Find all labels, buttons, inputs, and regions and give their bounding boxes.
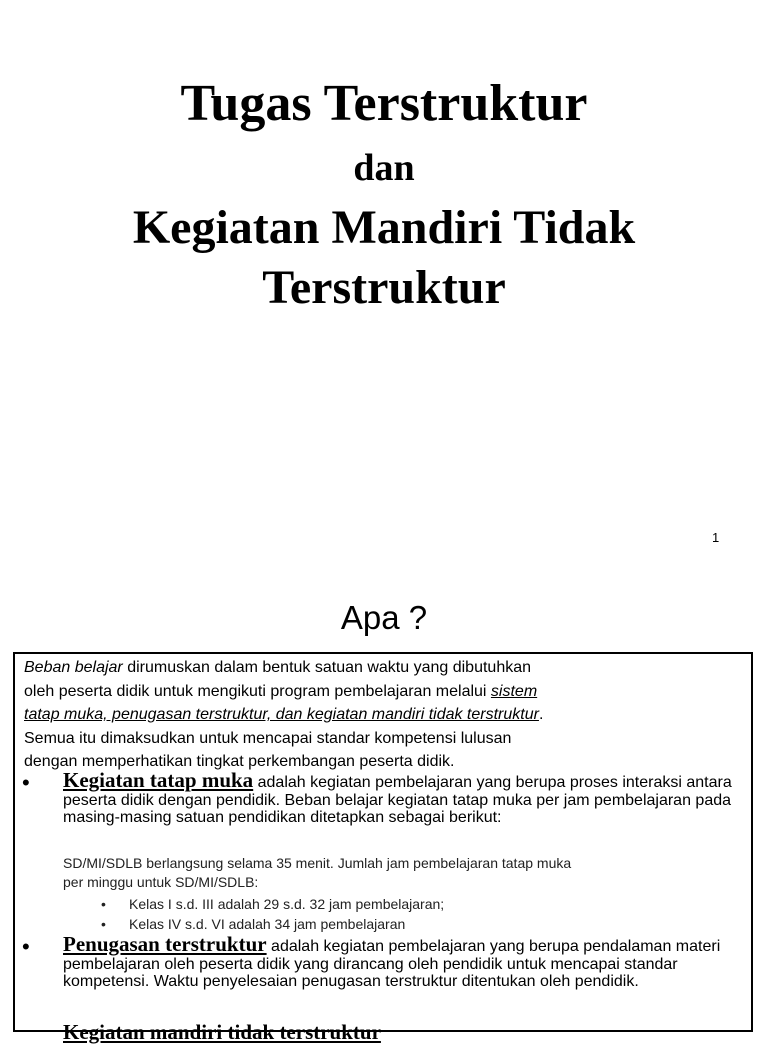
intro-line-3: [24, 703, 744, 727]
title-line-3: Kegiatan Mandiri Tidak: [132, 201, 636, 254]
content-box: [13, 652, 753, 1044]
bullet-marker: •: [22, 934, 30, 959]
bullet-tatap-muka-heading: Kegiatan tatap muka: [63, 768, 254, 792]
bullet-penugasan-body: adalah kegiatan pembelajaran yang berupa pendalaman materi pembelajaran oleh peserta didik yang dirancang oleh pendidik untuk mencapai standar kompetensi. Waktu penyelesaian penugasan terstruktur ditentukan oleh pendidik.: [63, 938, 721, 990]
bullet-tatap-muka-text: [63, 768, 747, 827]
sub-item-kelas-1-3: Kelas I s.d. III adalah 29 s.d. 32 jam pembelajaran;: [129, 896, 445, 912]
intro-line-1-text: dirumuskan dalam bentuk satuan waktu yang dibutuhkan: [122, 659, 532, 676]
intro-line-3-end: .: [538, 706, 544, 723]
intro-line-2: [24, 680, 744, 704]
bullet-penugasan-text: [63, 932, 747, 991]
intro-line-5: dengan memperhatikan tingkat perkembangan peserta didik.: [24, 753, 455, 770]
bullet-mandiri-heading-partial: Kegiatan mandiri tidak terstruktur: [63, 1020, 381, 1044]
bullet-tatap-muka-body: adalah kegiatan pembelajaran yang berupa proses interaksi antara peserta didik dengan pendidik. Beban belajar kegiatan tatap muka per jam pembelajaran pada masing-masing satuan pendidikan ditetapkan sebagai berikut:: [63, 774, 732, 826]
title-line-2: dan: [353, 147, 415, 189]
tatap-muka-note: [63, 854, 743, 892]
tatap-muka-note-line-1: SD/MI/SDLB berlangsung selama 35 menit. Jumlah jam pembelajaran tatap muka: [63, 855, 572, 871]
bullet-marker: •: [22, 770, 30, 795]
sub-item-kelas-4-6: Kelas IV s.d. VI adalah 34 jam pembelajaran: [129, 916, 406, 932]
intro-line-2-text: oleh peserta didik untuk mengikuti program pembelajaran melalui: [24, 682, 491, 700]
tatap-muka-note-line-2: per minggu untuk SD/MI/SDLB:: [63, 874, 259, 890]
page-number: 1: [712, 530, 720, 545]
slide-2-title: Apa ?: [340, 599, 428, 636]
bullet-penugasan-heading: Penugasan terstruktur: [63, 932, 267, 956]
title-line-1: Tugas Terstruktur: [180, 75, 588, 132]
intro-line-2-emphasis: sistem: [490, 682, 538, 700]
intro-paragraph: [24, 656, 744, 774]
intro-line-4: Semua itu dimaksudkan untuk mencapai standar kompetensi lulusan: [24, 729, 512, 747]
sub-bullet-marker: •: [101, 896, 106, 912]
beban-belajar-term: Beban belajar: [24, 659, 123, 676]
title-line-4: Terstruktur: [262, 261, 506, 314]
intro-line-1: [24, 656, 744, 680]
intro-line-3-emphasis: tatap muka, penugasan terstruktur, dan kegiatan mandiri tidak terstruktur: [24, 706, 539, 723]
sub-bullet-marker: •: [101, 916, 106, 932]
